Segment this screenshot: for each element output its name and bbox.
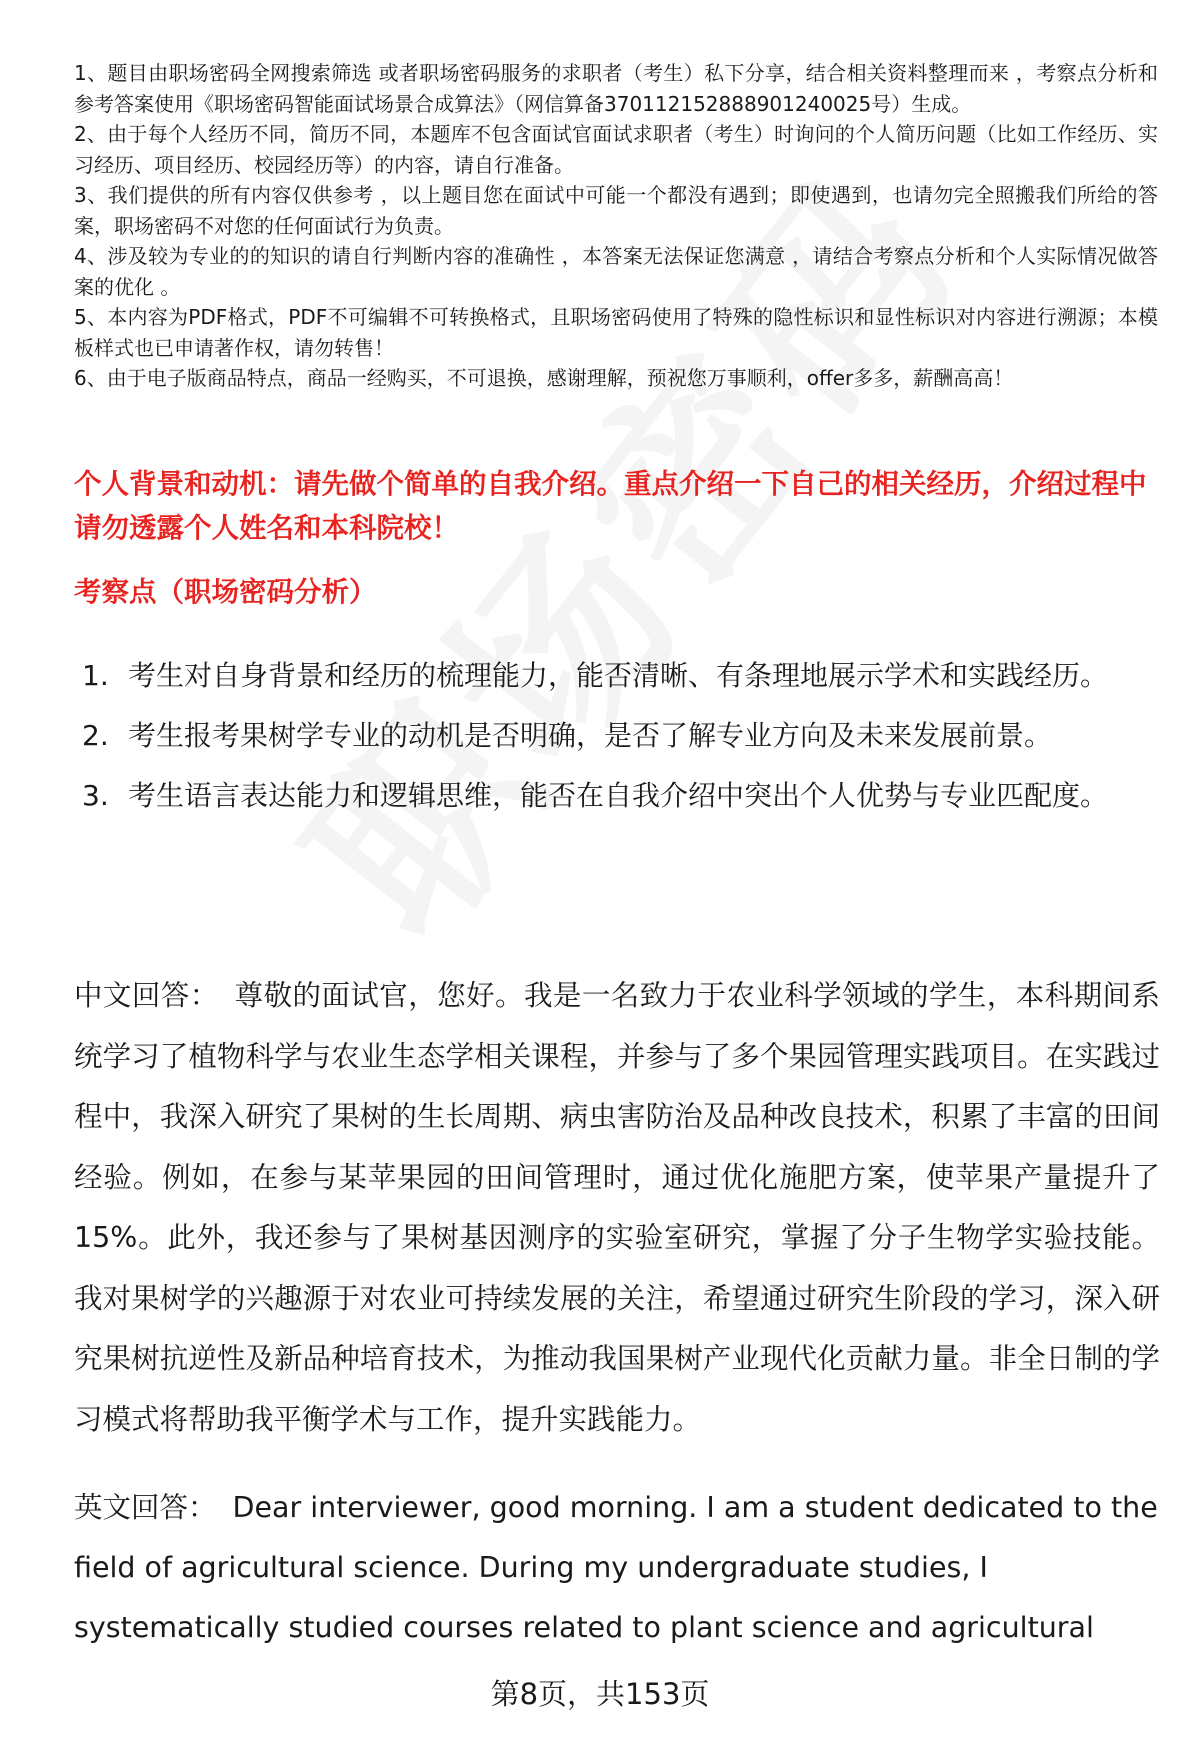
answer-english (74, 1478, 1160, 1658)
answer-chinese (74, 966, 1160, 1450)
disclaimer-notes (74, 58, 1158, 394)
key-point-number: 2. (82, 719, 109, 752)
note-item: 1、题目由职场密码全网搜索筛选 或者职场密码服务的求职者（考生）私下分享，结合相关资料整理而来 ，考察点分析和参考答案使用《职场密码智能面试场景合成算法》（网信算备370112152888901240025号）生成。 (74, 61, 1158, 116)
note-item: 6、由于电子版商品特点，商品一经购买，不可退换，感谢理解，预祝您万事顺利，offer多多，薪酬高高！ (74, 366, 1014, 390)
key-point-text: 考生报考果树学专业的动机是否明确，是否了解专业方向及未来发展前景。 (128, 719, 1053, 752)
key-point-text: 考生对自身背景和经历的梳理能力，能否清晰、有条理地展示学术和实践经历。 (128, 659, 1109, 692)
note-item: 3、我们提供的所有内容仅供参考 ，以上题目您在面试中可能一个都没有遇到；即使遇到，也请勿完全照搬我们所给的答案，职场密码不对您的任何面试行为负责。 (74, 183, 1158, 238)
answer-english-text: Dear interviewer, good morning. I am a student dedicated to the field of agricultural science. During my undergraduate studies, I systematically studied courses related to plant science and agricultural (74, 1491, 1158, 1644)
key-point-number: 1. (82, 659, 109, 692)
key-point-number: 3. (82, 779, 109, 812)
note-item: 4、涉及较为专业的的知识的请自行判断内容的准确性 ，本答案无法保证您满意 ，请结合考察点分析和个人实际情况做答案的优化 。 (74, 244, 1158, 299)
key-points-title: 考察点（职场密码分析） (74, 576, 377, 608)
note-item: 5、本内容为PDF格式，PDF不可编辑不可转换格式，且职场密码使用了特殊的隐性标识和显性标识对内容进行溯源；本模板样式也已申请著作权，请勿转售！ (74, 305, 1158, 360)
answer-chinese-text: 尊敬的面试官，您好。我是一名致力于农业科学领域的学生，本科期间系统学习了植物科学与农业生态学相关课程，并参与了多个果园管理实践项目。在实践过程中，我深入研究了果树的生长周期、病虫害防治及品种改良技术，积累了丰富的田间经验。例如，在参与某苹果园的田间管理时，通过优化施肥方案，使苹果产量提升了15%。此外，我还参与了果树基因测序的实验室研究，掌握了分子生物学实验技能。我对果树学的兴趣源于对农业可持续发展的关注，希望通过研究生阶段的学习，深入研究果树抗逆性及新品种培育技术，为推动我国果树产业现代化贡献力量。非全日制的学习模式将帮助我平衡学术与工作，提升实践能力。 (74, 979, 1160, 1436)
key-point-item (82, 706, 1142, 766)
key-points-list (82, 646, 1142, 826)
key-point-text: 考生语言表达能力和逻辑思维，能否在自我介绍中突出个人优势与专业匹配度。 (128, 779, 1109, 812)
answer-english-label: 英文回答： (74, 1491, 217, 1524)
question-title: 个人背景和动机：请先做个简单的自我介绍。重点介绍一下自己的相关经历，介绍过程中请勿透露个人姓名和本科院校！ (74, 468, 1147, 544)
key-point-item (82, 766, 1142, 826)
answer-chinese-label: 中文回答： (74, 979, 219, 1012)
page-number: 第8页，共153页 (490, 1677, 710, 1711)
key-point-item (82, 646, 1142, 706)
note-item: 2、由于每个人经历不同，简历不同，本题库不包含面试官面试求职者（考生）时询问的个人简历问题（比如工作经历、实习经历、项目经历、校园经历等）的内容，请自行准备。 (74, 122, 1158, 177)
